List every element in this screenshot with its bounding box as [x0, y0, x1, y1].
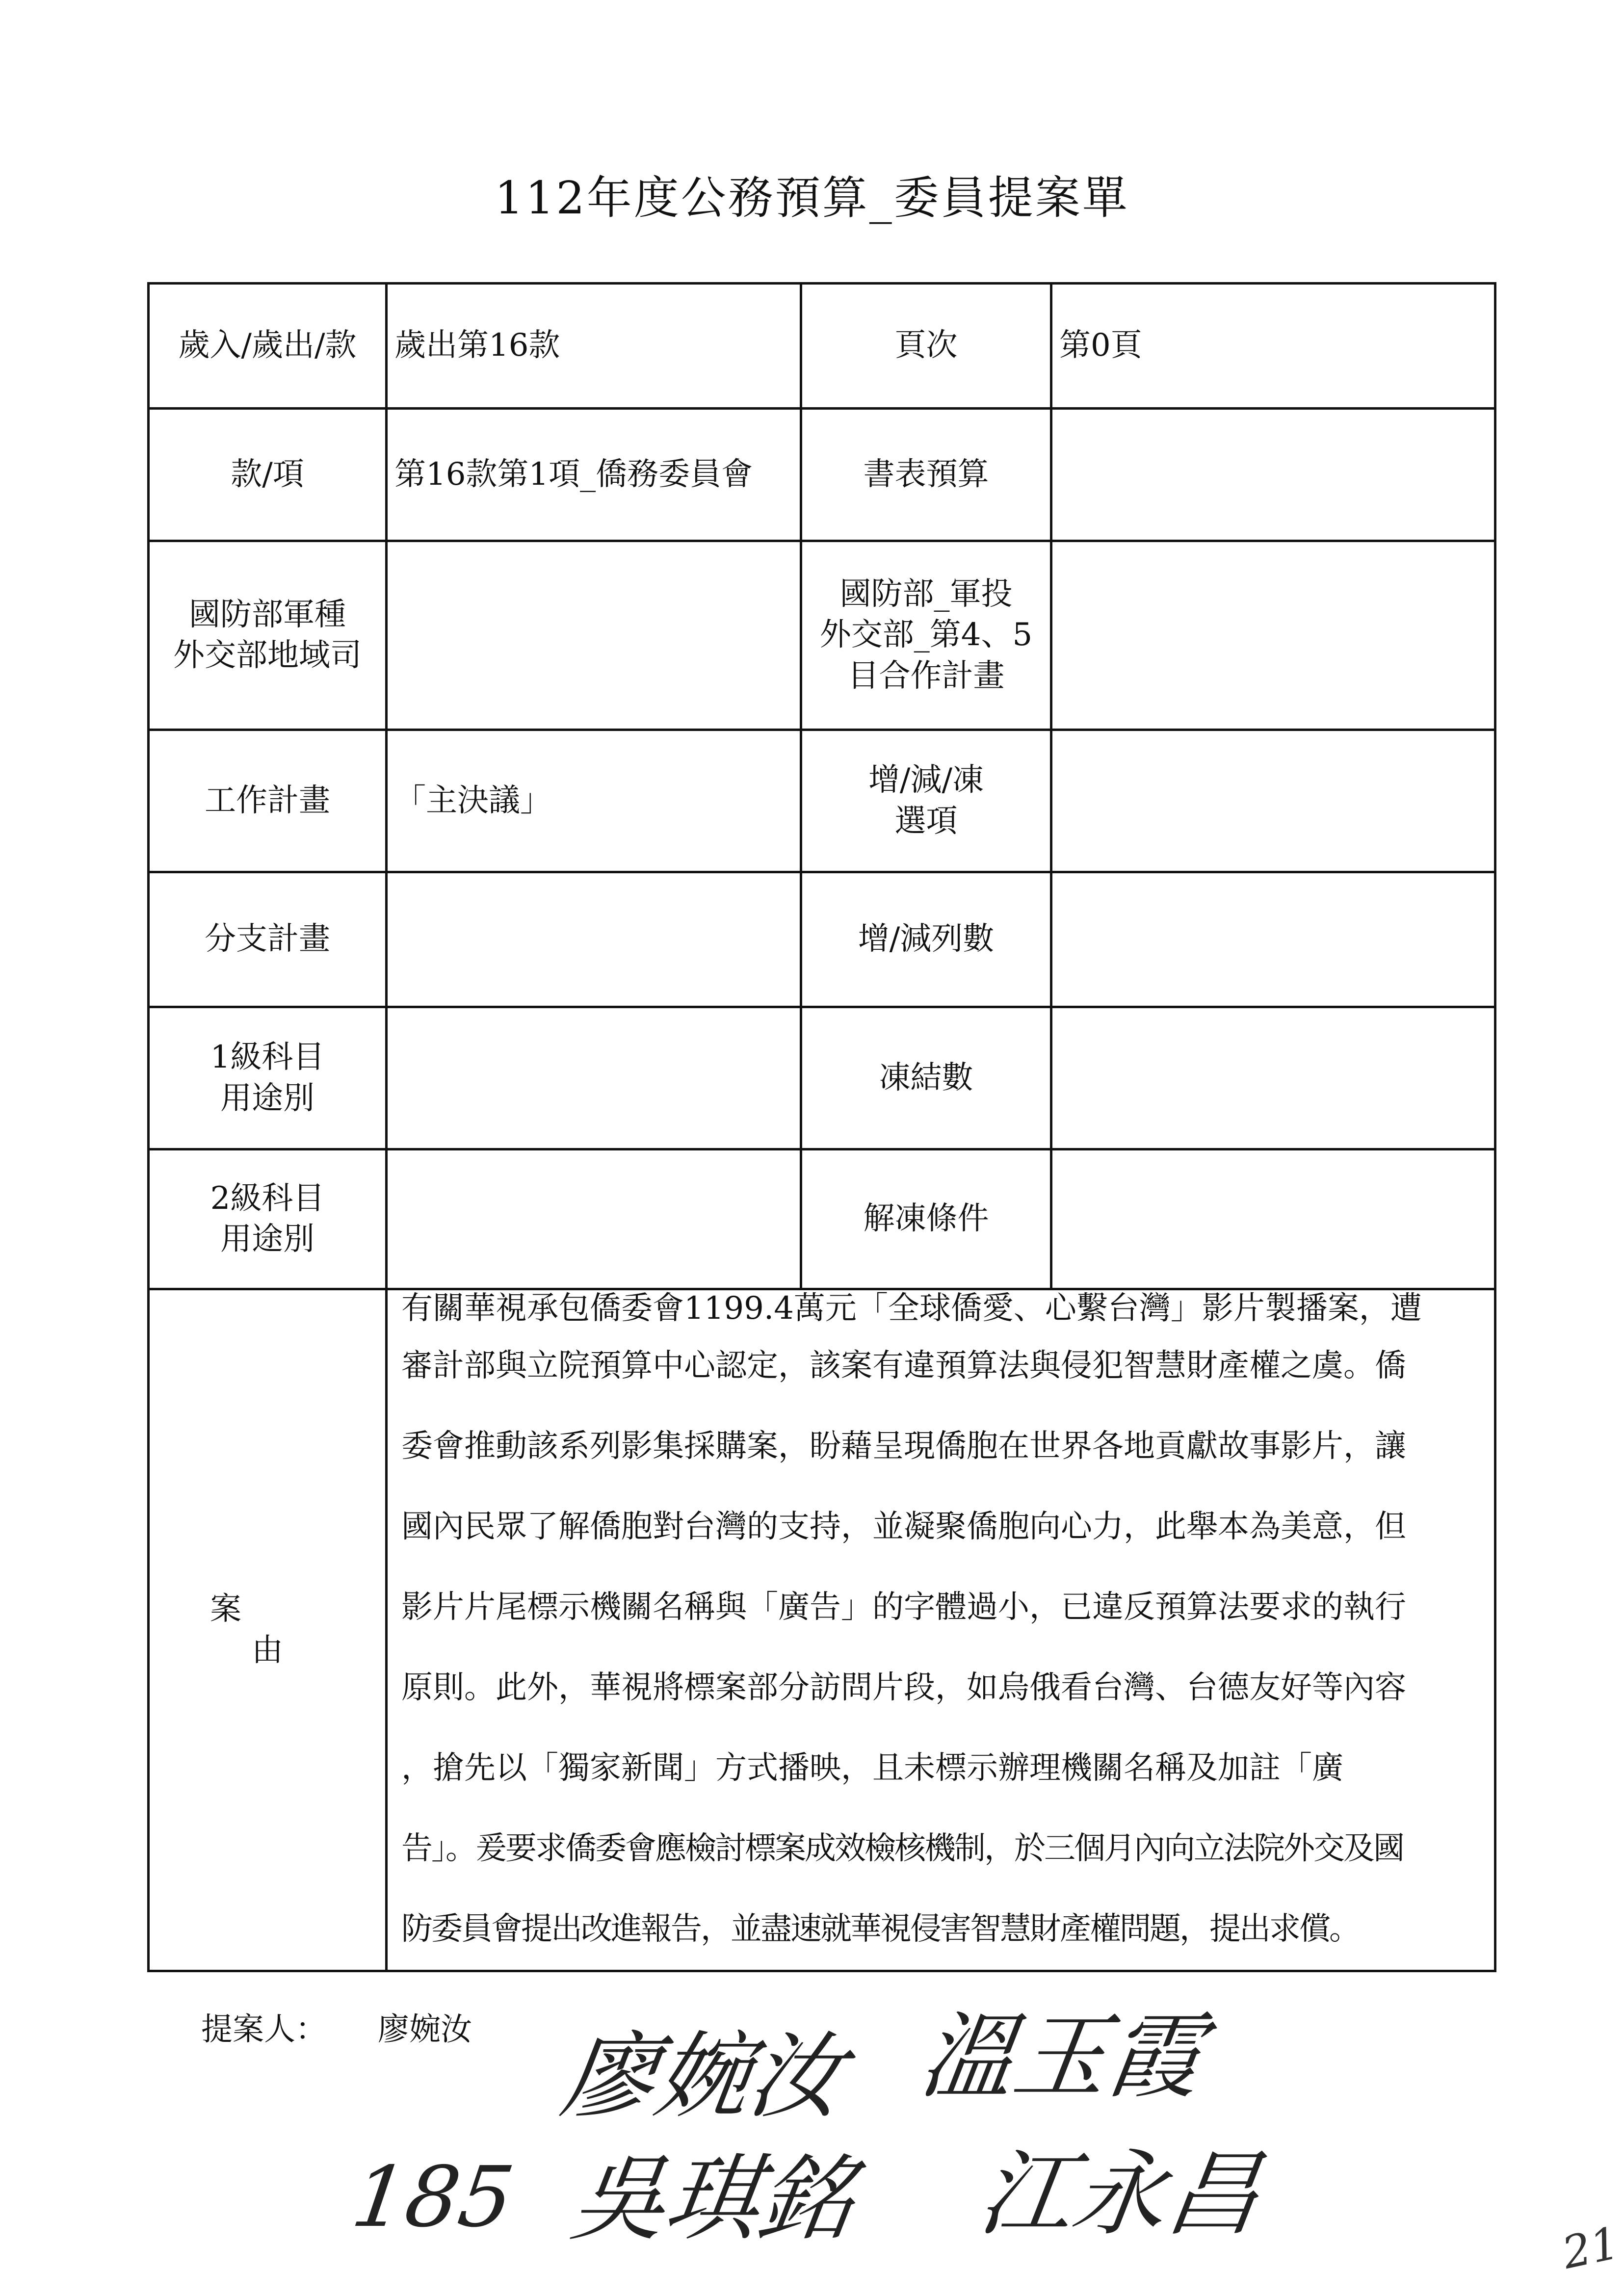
- table-row: [149, 730, 1495, 872]
- value-cell: [1051, 1007, 1495, 1149]
- reason-text-cell: [387, 1289, 1495, 1971]
- label-cell: 書表預算: [801, 409, 1051, 541]
- label-line: 用途別: [220, 1221, 314, 1257]
- label-line: 外交部_第4、5: [819, 617, 1033, 653]
- value-cell: [1051, 730, 1495, 872]
- label-cell: 增/減列數: [801, 872, 1051, 1007]
- handwritten-signature: 溫玉霞: [914, 2003, 1209, 2111]
- label-cell: 款/項: [149, 409, 387, 541]
- handwritten-number: 185: [346, 2149, 520, 2246]
- value-cell: [1051, 541, 1495, 730]
- table-row: [149, 409, 1495, 541]
- reason-line: 防委員會提出改進報告，並盡速就華視侵害智慧財產權問題，提出求償。: [401, 1910, 1359, 1947]
- label-cell: 分支計畫: [149, 872, 387, 1007]
- label-cell: 解凍條件: [801, 1149, 1051, 1289]
- label-line: 增/減/凍: [868, 762, 984, 799]
- label-cell: 凍結數: [801, 1007, 1051, 1149]
- value-cell: 「主決議」: [387, 730, 801, 872]
- value-cell: [387, 872, 801, 1007]
- reason-line: ，搶先以「獨家新聞」方式播映，且未標示辦理機關名稱及加註「廣: [401, 1749, 1343, 1786]
- value-cell: [1051, 1149, 1495, 1289]
- label-line: 2級科目: [210, 1180, 325, 1217]
- label-cell: 頁次: [801, 284, 1051, 409]
- value-cell: 歲出第16款: [387, 284, 801, 409]
- value-cell: [387, 541, 801, 730]
- value-cell: 第0頁: [1051, 284, 1495, 409]
- table-row: [149, 1149, 1495, 1289]
- reason-line: 國內民眾了解僑胞對台灣的支持，並凝聚僑胞向心力，此舉本為美意，但: [401, 1508, 1406, 1545]
- value-cell: [1051, 409, 1495, 541]
- label-cell: [801, 730, 1051, 872]
- label-line: 目合作計畫: [847, 657, 1005, 694]
- table-row: [149, 872, 1495, 1007]
- table-row: [149, 1007, 1495, 1149]
- value-cell: 第16款第1項_僑務委員會: [387, 409, 801, 541]
- value-cell: [1051, 872, 1495, 1007]
- proposer-name: 廖婉汝: [378, 2011, 472, 2048]
- reason-line: 委會推動該系列影集採購案，盼藉呈現僑胞在世界各地貢獻故事影片，讓: [401, 1428, 1406, 1464]
- value-cell: [387, 1149, 801, 1289]
- page-mark: 21: [1558, 2217, 1624, 2279]
- reason-line: 有關華視承包僑委會1199.4萬元「全球僑愛、心繫台灣」影片製播案，遭: [401, 1290, 1422, 1327]
- reason-label: 案由: [210, 1591, 367, 1669]
- table-row: [149, 541, 1495, 730]
- label-cell: 歲入/歲出/款: [149, 284, 387, 409]
- label-line: 用途別: [220, 1080, 314, 1117]
- proposal-table: [147, 282, 1496, 1972]
- reason-line: 審計部與立院預算中心認定，該案有違預算法與侵犯智慧財產權之虞。僑: [401, 1347, 1406, 1384]
- reason-row: [149, 1289, 1495, 1971]
- table-row: [149, 284, 1495, 409]
- label-line: 國防部_軍投: [839, 576, 1013, 613]
- reason-line: 影片片尾標示機關名稱與「廣告」的字體過小，已違反預算法要求的執行: [401, 1589, 1406, 1625]
- label-cell: [149, 1007, 387, 1149]
- label-line: 選項: [894, 803, 958, 839]
- handwritten-signature: 吳琪銘: [565, 2145, 861, 2253]
- label-cell: 工作計畫: [149, 730, 387, 872]
- reason-line: 告」。爰要求僑委會應檢討標案成效檢核機制，於三個月內向立法院外交及國: [401, 1830, 1403, 1867]
- proposer-label: 提案人：: [201, 2011, 327, 2048]
- label-cell: [801, 541, 1051, 730]
- value-cell: [387, 1007, 801, 1149]
- form-title: 112年度公務預算_委員提案單: [495, 172, 1129, 224]
- label-cell: [149, 1149, 387, 1289]
- handwritten-signature: 江永昌: [972, 2140, 1268, 2248]
- reason-label-cell: [149, 1289, 387, 1971]
- label-line: 1級科目: [210, 1039, 325, 1076]
- label-cell: [149, 541, 387, 730]
- label-line: 外交部地域司: [173, 637, 362, 674]
- handwritten-signature: 廖婉汝: [555, 2022, 851, 2131]
- label-line: 國防部軍種: [189, 596, 346, 633]
- reason-line: 原則。此外，華視將標案部分訪問片段，如烏俄看台灣、台德友好等內容: [401, 1669, 1406, 1706]
